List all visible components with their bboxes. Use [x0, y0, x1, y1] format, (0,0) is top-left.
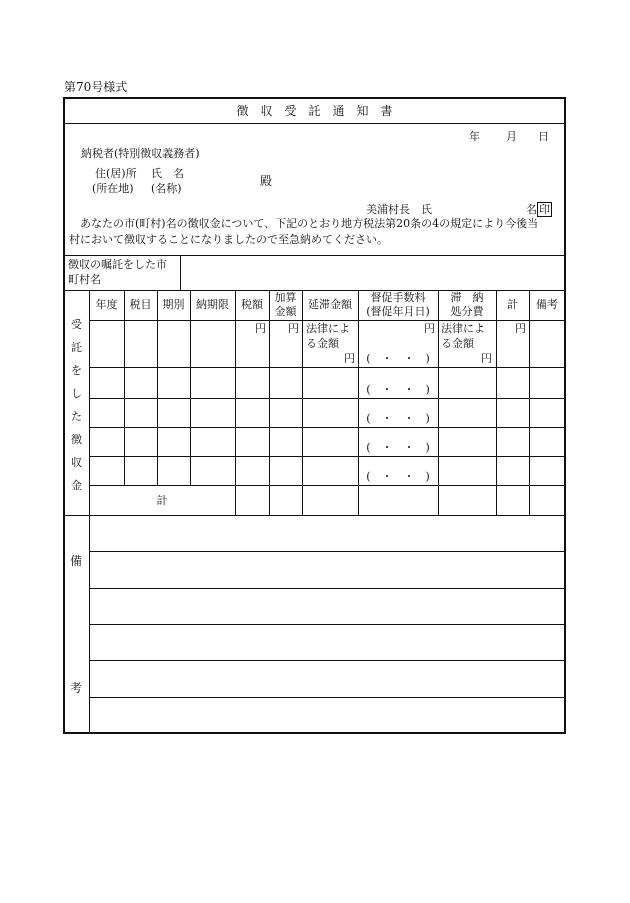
sender-name-suffix: 名	[526, 203, 537, 216]
col-dunning-line-1: 督促手数料	[370, 291, 426, 304]
total-row-label: 計	[156, 494, 168, 507]
dunning-date-placeholder: ( ・ ・ )	[366, 441, 430, 454]
commission-label-line-2: 町村名	[68, 273, 101, 286]
col-year: 年度	[95, 298, 118, 311]
side-char: し	[71, 387, 82, 400]
yen-unit: 円	[515, 322, 526, 335]
addressee-heading: 納税者(特別徴収義務者)	[81, 147, 200, 160]
date-year: 年	[469, 130, 480, 143]
dunning-date-placeholder: ( ・ ・ )	[366, 470, 430, 483]
side-char: を	[71, 364, 82, 377]
notes-label-bottom: 考	[70, 681, 83, 695]
body-text-line-1: あなたの市(町村)名の徴収金について、下記のとおり地方税法第20条の4の規定により今後当	[69, 217, 539, 230]
yen-unit: 円	[481, 352, 492, 365]
legal-amount-line-1: 法律によ	[441, 322, 485, 335]
col-tax-amount: 税額	[241, 298, 263, 311]
col-arrears-line-2: 処分費	[450, 305, 484, 318]
body-text-line-2: 村において徴収することになりましたので至急納めてください。	[69, 233, 388, 246]
col-remarks: 備考	[536, 298, 558, 311]
yen-unit: 円	[424, 322, 435, 335]
form-number: 第70号様式	[64, 80, 128, 94]
dunning-date-placeholder: ( ・ ・ )	[366, 412, 430, 425]
dunning-date-placeholder: ( ・ ・ )	[366, 352, 430, 365]
notes-label-top: 備	[70, 554, 83, 568]
seal-mark: 印	[539, 203, 550, 216]
col-surcharge-line-1: 加算	[274, 291, 297, 304]
legal-amount-line-1: 法律によ	[306, 322, 350, 335]
honorific: 殿	[260, 174, 273, 188]
sender-title: 美浦村長 氏	[366, 203, 432, 216]
name-label: 氏 名	[151, 167, 184, 180]
legal-amount-line-2: る金額	[441, 337, 474, 350]
date-day: 日	[538, 130, 549, 143]
yen-unit: 円	[344, 352, 355, 365]
side-char: 金	[71, 479, 82, 492]
form-title: 徴 収 受 託 通 知 書	[236, 104, 393, 118]
commission-label-line-1: 徴収の嘱託をした市	[68, 258, 167, 271]
col-delinquency: 延滞金額	[308, 298, 352, 311]
col-dunning-line-2: (督促年月日)	[366, 305, 430, 318]
side-char: 徴	[71, 433, 82, 446]
col-total: 計	[507, 298, 518, 311]
yen-unit: 円	[255, 322, 266, 335]
form-frame	[63, 97, 566, 734]
col-period: 期別	[162, 298, 185, 311]
col-tax-item: 税目	[129, 298, 152, 311]
side-char: 受	[71, 318, 82, 331]
dunning-date-placeholder: ( ・ ・ )	[366, 383, 430, 396]
name-label-alt: (名称)	[151, 182, 182, 195]
col-due-date: 納期限	[196, 298, 229, 311]
side-char: 収	[71, 456, 82, 469]
legal-amount-line-2: る金額	[306, 337, 339, 350]
side-char: た	[71, 410, 82, 423]
date-month: 月	[506, 130, 517, 143]
col-arrears-line-1: 滞 納	[450, 291, 484, 304]
address-label-alt: (所在地)	[92, 182, 134, 195]
yen-unit: 円	[288, 322, 299, 335]
address-label: 住(居)所	[95, 167, 137, 180]
col-surcharge-line-2: 金額	[274, 305, 297, 318]
side-char: 託	[71, 341, 82, 354]
